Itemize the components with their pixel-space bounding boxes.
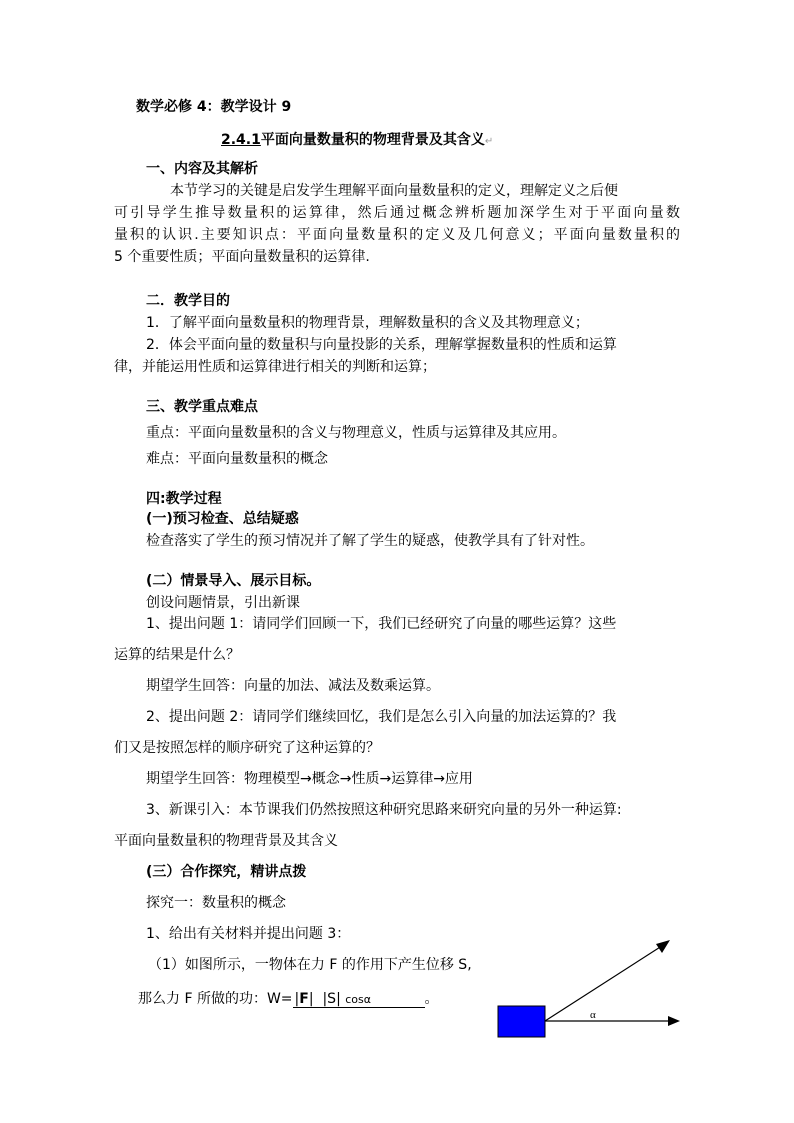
objective-item-2: 2．体会平面向量的数量积与向量投影的关系，理解掌握数量积的性质和运算	[146, 337, 617, 353]
lesson-title-text: 平面向量数量积的物理背景及其含义	[260, 132, 485, 148]
subsection-explore: (三）合作探究，精讲点拨	[146, 864, 307, 880]
subsection-preview: (一)预习检查、总结疑惑	[146, 511, 299, 527]
scenario-line-2: 1、提出问题 1：请同学们回顾一下，我们已经研究了向量的哪些运算？这些	[146, 616, 617, 632]
formula-prefix: 那么力 F 所做的功：W=	[138, 991, 293, 1007]
lesson-number: 2.4.1	[221, 132, 261, 148]
formula-alpha: α	[363, 993, 372, 1006]
displacement-arrowhead-icon	[668, 1016, 680, 1026]
difficult-point-text: 难点：平面向量数量积的概念	[146, 451, 328, 467]
formula-expression: |F| |S| cosα	[293, 991, 425, 1008]
content-para-line-4: 5 个重要性质；平面向量数量积的运算律.	[114, 249, 370, 265]
preview-text: 检查落实了学生的预习情况并了解了学生的疑惑，使教学具有了针对性。	[146, 533, 594, 549]
scenario-line-6: 们又是按照怎样的顺序研究了这种运算的？	[114, 740, 380, 756]
content-para-line-3: 量积的认识.主要知识点：平面向量数量积的定义及几何意义；平面向量数量积的	[114, 227, 680, 243]
section-heading-content: 一、内容及其解析	[146, 161, 258, 177]
scenario-line-3: 运算的结果是什么？	[114, 647, 240, 663]
scenario-line-9: 平面向量数量积的物理背景及其含义	[114, 833, 338, 849]
scenario-line-5: 2、提出问题 2：请同学们继续回忆，我们是怎么引入向量的加法运算的？我	[146, 709, 617, 725]
force-arrowhead-icon	[656, 940, 670, 953]
paragraph-mark: ↵	[484, 136, 494, 147]
scenario-line-1: 创设问题情景，引出新课	[146, 595, 300, 611]
explore-line-2: 1、给出有关材料并提出问题 3：	[146, 926, 351, 942]
key-point-text: 重点：平面向量数量积的含义与物理意义，性质与运算律及其应用。	[146, 425, 566, 441]
force-vector-line	[545, 942, 668, 1021]
formula-end: 。	[424, 991, 439, 1007]
content-para-line-1: 本节学习的关键是启发学生理解平面向量数量积的定义，理解定义之后便	[170, 183, 618, 199]
formula-displacement: S	[327, 991, 337, 1007]
object-block	[498, 1006, 545, 1037]
formula-force: F	[299, 991, 309, 1007]
scenario-line-7: 期望学生回答：物理模型→概念→性质→运算律→应用	[146, 771, 473, 787]
explore-line-3: （1）如图所示，一物体在力 F 的作用下产生位移 S,	[148, 957, 472, 973]
section-heading-process: 四:教学过程	[146, 491, 222, 507]
scenario-line-8: 3、新课引入：本节课我们仍然按照这种研究思路来研究向量的另外一种运算:	[146, 802, 622, 818]
section-heading-objectives: 二．教学目的	[146, 293, 230, 309]
explore-line-1: 探究一：数量积的概念	[146, 895, 286, 911]
objective-item-2-cont: 律，并能运用性质和运算律进行相关的判断和运算；	[114, 359, 436, 375]
subsection-scenario: (二）情景导入、展示目标。	[146, 573, 321, 589]
scenario-line-4: 期望学生回答：向量的加法、减法及数乘运算。	[146, 678, 440, 694]
formula-cos: cos	[345, 993, 364, 1006]
content-para-line-2: 可引导学生推导数量积的运算律，然后通过概念辨析题加深学生对于平面向量数	[114, 205, 680, 221]
angle-label: α	[590, 1009, 596, 1021]
objective-item-1: 1．了解平面向量数量积的物理背景，理解数量积的含义及其物理意义；	[146, 315, 589, 331]
section-heading-key-points: 三、教学重点难点	[146, 399, 258, 415]
document-header: 数学必修 4：教学设计 9	[136, 99, 292, 115]
